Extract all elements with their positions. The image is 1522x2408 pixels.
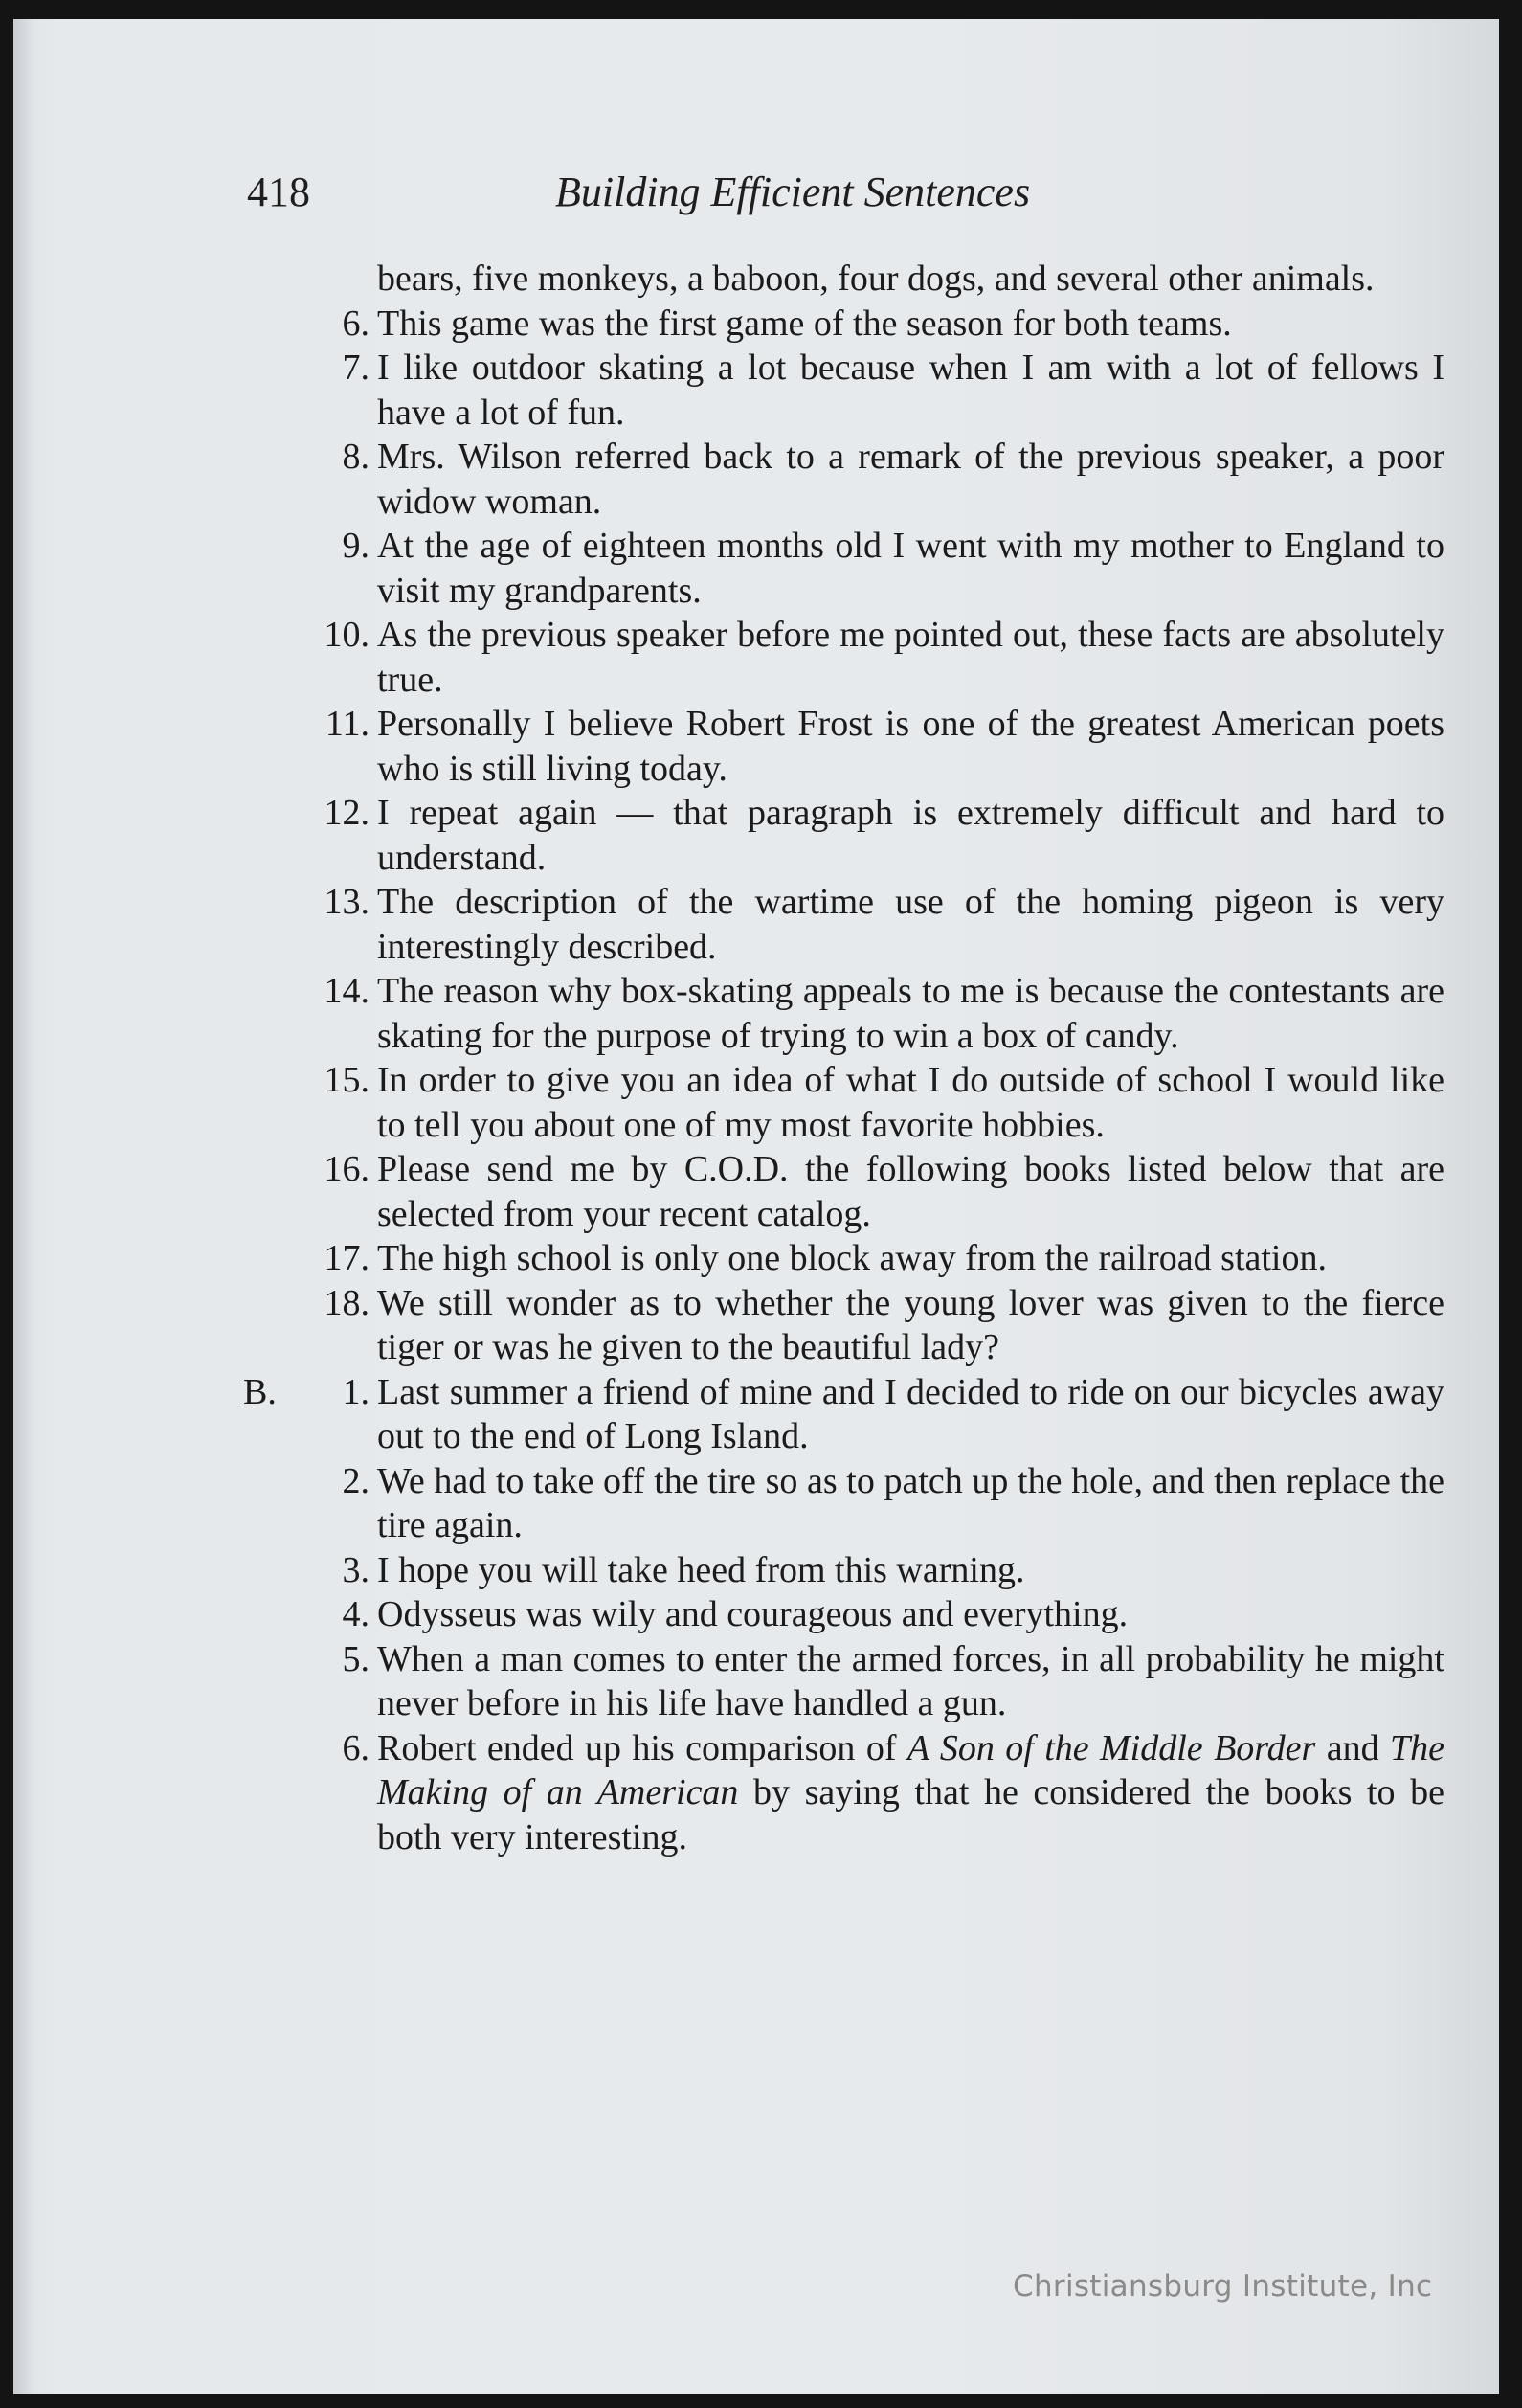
item-number: 4.: [342, 1594, 369, 1634]
item-number: 18.: [324, 1282, 369, 1323]
section-b-list: [13, 1370, 1499, 1726]
list-item: [13, 1281, 1499, 1370]
item-text: I hope you will take heed from this warning.: [377, 1549, 1025, 1590]
item-text: Odysseus was wily and courageous and everything.: [377, 1594, 1129, 1634]
list-item: [13, 1726, 1499, 1860]
item-text: This game was the first game of the season for both teams.: [377, 303, 1232, 344]
item-number: 5.: [342, 1638, 369, 1679]
item-text: Personally I believe Robert Frost is one of the greatest American poets who is still living today.: [377, 704, 1444, 789]
item-number: 1.: [342, 1371, 369, 1412]
book-page: [13, 19, 1499, 2394]
list-item: [13, 1459, 1499, 1548]
list-item: [13, 435, 1499, 524]
watermark: Christiansburg Institute, Inc: [1013, 2269, 1433, 2304]
list-item: [13, 969, 1499, 1058]
item-number: 9.: [342, 526, 369, 566]
item-number: 6.: [342, 1727, 369, 1768]
continuation-text: bears, five monkeys, a baboon, four dogs, and several other animals.: [377, 259, 1375, 299]
section-a-list: [13, 302, 1499, 1370]
item-text: I like outdoor skating a lot because when I am with a lot of fellows I have a lot of fun.: [377, 348, 1444, 433]
item-number: 11.: [325, 704, 369, 744]
item-number: 17.: [324, 1238, 369, 1278]
list-item: [13, 613, 1499, 702]
item-text: [377, 1726, 1444, 1860]
item-number: 3.: [342, 1549, 369, 1590]
list-item: [13, 346, 1499, 435]
exercise-list: [13, 257, 1499, 1859]
list-item: [13, 524, 1499, 613]
list-item: [13, 1637, 1499, 1726]
item-text: The description of the wartime use of the homing pigeon is very interestingly described.: [377, 882, 1444, 967]
item-text: Last summer a friend of mine and I decided to ride on our bicycles away out to the end of Long Island.: [377, 1371, 1444, 1456]
item-text: As the previous speaker before me pointed out, these facts are absolutely true.: [377, 615, 1444, 700]
list-item: [13, 1592, 1499, 1637]
item-text: We had to take off the tire so as to patch up the hole, and then replace the tire again.: [377, 1460, 1444, 1545]
item-text: When a man comes to enter the armed forces, in all probability he might never before in his life have handled a gun.: [377, 1638, 1444, 1723]
list-item: [13, 702, 1499, 791]
item-text: At the age of eighteen months old I went with my mother to England to visit my grandparents.: [377, 526, 1444, 611]
item-text: In order to give you an idea of what I do outside of school I would like to tell you about one of my most favorite hobbies.: [377, 1060, 1444, 1145]
item-number: 14.: [324, 971, 369, 1011]
item-text: The reason why box-skating appeals to me is because the contestants are skating for the purpose of trying to win a box of candy.: [377, 971, 1444, 1056]
item-text: I repeat again — that paragraph is extremely difficult and hard to understand.: [377, 793, 1444, 878]
section-letter: B.: [243, 1371, 277, 1412]
item-number: 15.: [324, 1060, 369, 1100]
page-number: 418: [247, 169, 310, 215]
list-item: [13, 1370, 1499, 1459]
item-number: 16.: [324, 1149, 369, 1189]
item-number: 8.: [342, 437, 369, 477]
list-item: [13, 1058, 1499, 1147]
list-item: [13, 791, 1499, 880]
item-text: Mrs. Wilson referred back to a remark of the previous speaker, a poor widow woman.: [377, 437, 1444, 522]
book-title: The Making of an American: [377, 1727, 1444, 1812]
running-title: Building Efficient Sentences: [555, 169, 1031, 215]
item-number: 13.: [324, 882, 369, 922]
item-number: 10.: [324, 615, 369, 655]
list-item: [13, 1147, 1499, 1236]
item-number: 7.: [342, 348, 369, 388]
item-number: 12.: [324, 793, 369, 833]
item-text-part: and: [1315, 1727, 1390, 1768]
list-item: [13, 880, 1499, 969]
item-text-part: Robert ended up his comparison of: [377, 1727, 907, 1768]
item-text: Please send me by C.O.D. the following books listed below that are selected from your recent catalog.: [377, 1149, 1444, 1234]
list-item: [13, 1236, 1499, 1281]
book-title: A Son of the Middle Border: [906, 1727, 1316, 1768]
list-item: [13, 1548, 1499, 1593]
page-header: [13, 168, 1499, 225]
item-text-part: by saying that he considered the books to be both very interesting.: [377, 1772, 1444, 1857]
list-item: [13, 302, 1499, 347]
item-text: We still wonder as to whether the young lover was given to the fierce tiger or was he given to the beautiful lady?: [377, 1282, 1444, 1367]
item-number: 6.: [342, 303, 369, 344]
item-text: The high school is only one block away from the railroad station.: [377, 1238, 1327, 1278]
item-number: 2.: [342, 1460, 369, 1501]
list-item-continuation: [13, 257, 1499, 302]
